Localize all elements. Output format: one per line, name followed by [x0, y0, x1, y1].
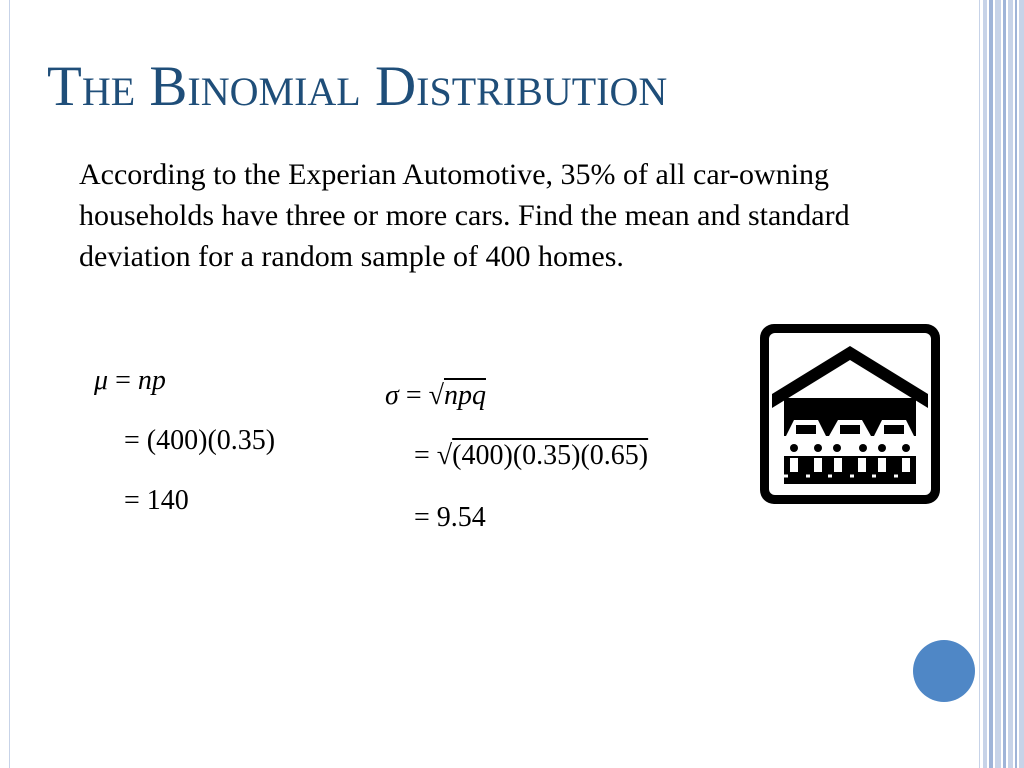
- sqrt-symbol: √: [428, 380, 444, 411]
- mean-step: = (400)(0.35): [124, 425, 276, 456]
- sd-formula: [385, 382, 486, 410]
- mean-formula-np: np: [137, 365, 166, 396]
- problem-statement: According to the Experian Automotive, 35% of all car-owning households have three or more cars. Find the mean and standard deviation for a random sample of 400 homes.: [79, 158, 850, 273]
- sd-step-equals: =: [414, 440, 437, 471]
- sd-step-radicand: (400)(0.35)(0.65): [452, 440, 649, 471]
- garage-three-cars-icon: [760, 324, 940, 504]
- right-stripe-6: [1015, 0, 1017, 768]
- right-stripe-4: [1003, 0, 1006, 768]
- slide-title: The Binomial Distribution: [47, 55, 668, 118]
- decorative-circle: [913, 640, 975, 702]
- right-stripe-3: [995, 0, 1001, 768]
- sigma-symbol: σ: [385, 380, 399, 411]
- right-stripe-7: [1019, 0, 1024, 768]
- mu-symbol: μ: [94, 365, 109, 396]
- sd-result: = 9.54: [414, 502, 486, 533]
- sqrt-symbol-2: √: [436, 440, 453, 471]
- sd-formula-npq: npq: [443, 380, 486, 411]
- right-stripe-2: [989, 0, 993, 768]
- mean-formula: [94, 367, 166, 395]
- sd-equals: =: [398, 380, 429, 411]
- sd-step: [414, 442, 648, 470]
- mean-result: = 140: [124, 485, 189, 516]
- right-stripe-5: [1008, 0, 1013, 768]
- mean-equals: =: [108, 365, 138, 396]
- right-stripe-1: [983, 0, 987, 768]
